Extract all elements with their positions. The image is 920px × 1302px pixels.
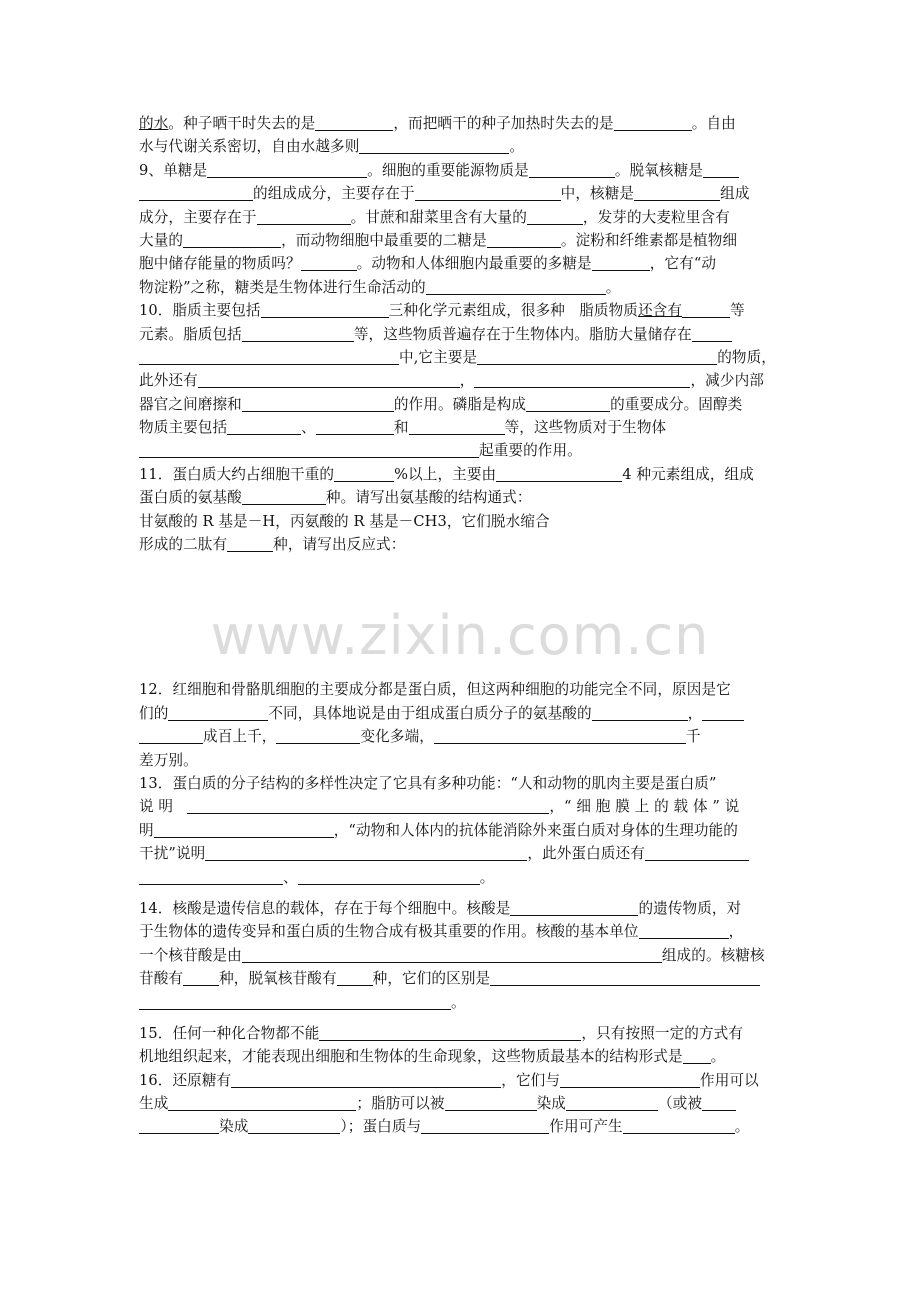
text: 组成的。核糖核 — [661, 946, 765, 964]
text: 的重要成分。固醇类 — [610, 395, 743, 413]
text: ，减少内部 — [690, 372, 764, 390]
answer-blank[interactable] — [257, 208, 351, 225]
q16-line-1 — [139, 1069, 784, 1092]
answer-blank[interactable] — [227, 535, 273, 552]
text: 于生物体的遗传变异和蛋白质的生物合成有极其重要的作用。核酸的基本单位 — [139, 923, 639, 941]
text: 干扰”说明 — [139, 845, 206, 863]
answer-blank[interactable] — [183, 969, 219, 986]
text: 等，这些物质对于生物体 — [504, 419, 667, 437]
answer-blank[interactable] — [168, 1094, 356, 1111]
text: （或被 — [657, 1095, 703, 1113]
text: ；脂肪可以被 — [356, 1095, 445, 1113]
text: 们的 — [139, 704, 169, 722]
answer-blank[interactable] — [242, 946, 662, 963]
text: 的遗传物质，对 — [638, 899, 742, 917]
text: 。细胞的重要能源物质是 — [367, 161, 529, 179]
answer-space[interactable] — [139, 556, 784, 678]
q10-line-6 — [139, 416, 784, 439]
answer-blank[interactable] — [682, 301, 730, 318]
q14-line-3 — [139, 944, 784, 967]
text: 明 — [139, 821, 154, 839]
q8-line-1 — [139, 112, 784, 135]
text: 种，它们的区别是 — [372, 970, 491, 988]
answer-blank[interactable] — [702, 1094, 736, 1111]
answer-blank[interactable] — [487, 231, 561, 248]
q14-line-5 — [139, 991, 784, 1014]
text: 染成 — [536, 1095, 566, 1113]
text: 11．蛋白质大约占细胞干重的 — [139, 465, 335, 483]
q10-line-3 — [139, 346, 784, 369]
q11-line-1 — [139, 463, 784, 486]
text: 不同，具体地说是由于组成蛋白质分子的氨基酸的 — [268, 704, 592, 722]
text: 说 明 — [139, 798, 174, 816]
text: 种。请写出氨基酸的结构通式： — [325, 489, 532, 507]
answer-blank[interactable] — [510, 899, 638, 916]
text: 成分，主要存在于 — [139, 208, 257, 226]
answer-blank[interactable] — [315, 114, 393, 131]
text: ，而把晒干的种子加热时失去的是 — [393, 115, 614, 132]
text: 等，这些物质普遍存在于生物体内。脂肪大量储存在 — [353, 325, 692, 343]
text: 生成 — [139, 1095, 169, 1113]
text: 15．任何一种化合物都不能 — [139, 1024, 320, 1042]
q12-line-4: 差万别。 — [139, 751, 198, 769]
text: 。 — [734, 1118, 750, 1136]
answer-blank[interactable] — [409, 418, 505, 435]
text: 的物质， — [717, 348, 776, 366]
q15-line-2 — [139, 1045, 784, 1068]
answer-blank[interactable] — [205, 844, 527, 861]
text: ，它有“动 — [649, 255, 717, 273]
text: 14．核酸是遗传信息的载体，存在于每个细胞中。核酸是 — [139, 899, 511, 917]
q14-line-1 — [139, 897, 784, 920]
q12-line-3 — [139, 725, 784, 748]
text: 。 — [509, 138, 525, 156]
text: 千 — [685, 728, 701, 746]
q10-line-2 — [139, 323, 784, 346]
text: 作用可以 — [700, 1071, 759, 1089]
text: 。甘蔗和甜菜里含有大量的 — [350, 208, 527, 226]
answer-blank[interactable] — [207, 161, 367, 178]
text: 。 — [479, 868, 495, 886]
text: 16．还原糖有 — [139, 1071, 232, 1089]
q15-line-1 — [139, 1022, 784, 1045]
text: 种，请写出反应式： — [273, 536, 406, 554]
answer-blank[interactable] — [139, 441, 479, 458]
text: 物淀粉”之称，糖类是生物体进行生命活动的 — [139, 278, 426, 296]
text: 水与代谢关系密切，自由水越多则 — [139, 138, 360, 156]
answer-blank[interactable] — [702, 704, 744, 721]
text: 一个核苷酸是由 — [139, 946, 242, 964]
text: 9、单糖是 — [139, 161, 208, 179]
text: 的作用。磷脂是构成 — [393, 395, 527, 413]
answer-blank[interactable] — [301, 254, 357, 271]
text: ， — [728, 923, 744, 941]
answer-blank[interactable] — [248, 1117, 340, 1134]
q9-line-4 — [139, 229, 784, 252]
q11-line-4 — [139, 533, 784, 556]
answer-blank[interactable] — [139, 727, 203, 744]
answer-blank[interactable] — [316, 418, 394, 435]
text: 。动物和人体细胞内最重要的多糖是 — [356, 255, 592, 273]
answer-blank[interactable] — [198, 371, 460, 388]
text: ，“动物和人体内的抗体能消除外来蛋白质对身体的生理功能的 — [333, 821, 738, 839]
text: 、 — [301, 419, 316, 437]
answer-blank[interactable] — [692, 325, 732, 342]
answer-blank[interactable] — [421, 1117, 549, 1134]
q9-line-3 — [139, 206, 784, 229]
text: 物质主要包括 — [139, 419, 228, 437]
answer-blank[interactable] — [242, 325, 354, 342]
answer-blank[interactable] — [139, 993, 451, 1010]
answer-blank[interactable] — [261, 301, 389, 318]
text: 。自由 — [691, 115, 736, 132]
answer-blank[interactable] — [614, 114, 692, 131]
text: ，而动物细胞中最重要的二糖是 — [281, 231, 487, 249]
q10-line-5 — [139, 393, 784, 416]
answer-blank[interactable] — [645, 844, 749, 861]
text: 中,它主要是 — [399, 348, 478, 366]
text: 此外还有 — [139, 372, 198, 390]
answer-blank[interactable] — [227, 418, 301, 435]
q9-line-6 — [139, 276, 784, 299]
q16-line-2 — [139, 1092, 784, 1115]
answer-blank[interactable] — [139, 184, 253, 201]
answer-blank[interactable] — [592, 704, 688, 721]
text: 。种子晒干时失去的是 — [168, 115, 316, 132]
q11-line-3: 甘氨酸的 R 基是－H，丙氨酸的 R 基是－CH3，它们脱水缩合 — [139, 512, 550, 530]
answer-blank[interactable] — [415, 184, 561, 201]
spacer — [139, 1014, 784, 1022]
watermark: www.zixin.com.cn — [210, 604, 710, 667]
answer-blank[interactable] — [434, 727, 686, 744]
answer-blank[interactable] — [490, 969, 760, 986]
text: %以上，主要由 — [394, 465, 497, 483]
text: 机地组织起来，才能表现出细胞和生物体的生命现象，这些物质最基本的结构形式是 — [139, 1048, 683, 1066]
text: 。 — [710, 1048, 726, 1066]
text: 变化多端， — [360, 728, 434, 746]
q10-line-7 — [139, 439, 784, 462]
answer-blank[interactable] — [242, 395, 394, 412]
q13-line-2 — [139, 795, 784, 818]
q13-line-3 — [139, 819, 784, 842]
text: 器官之间磨擦和 — [139, 395, 242, 413]
answer-blank[interactable] — [139, 868, 283, 885]
answer-blank[interactable] — [334, 465, 394, 482]
answer-blank[interactable] — [703, 161, 739, 178]
text: 种，脱氧核苷酸有 — [219, 970, 337, 988]
answer-blank[interactable] — [231, 1071, 501, 1088]
answer-blank[interactable] — [527, 208, 583, 225]
answer-blank[interactable] — [426, 278, 606, 295]
text: 元素。脂质包括 — [139, 325, 242, 343]
text: 胞中储存能量的物质吗？ — [139, 255, 301, 273]
text: ，只有按照一定的方式有 — [581, 1024, 744, 1042]
text: 蛋白质的氨基酸 — [139, 489, 242, 507]
text: 起重要的作用。 — [479, 442, 582, 460]
text: 。淀粉和纤维素都是植物细 — [560, 231, 738, 249]
text: ， — [459, 372, 475, 390]
answer-blank[interactable] — [242, 488, 326, 505]
text: 。 — [451, 993, 466, 1011]
text: 还含有 — [637, 302, 683, 320]
q9-line-5 — [139, 252, 784, 275]
text: 4 种元素组成，组成 — [622, 465, 754, 483]
q12-line-1: 12．红细胞和骨骼肌细胞的主要成分都是蛋白质，但这两种细胞的功能完全不同，原因是它 — [139, 681, 731, 699]
q14-line-4 — [139, 967, 784, 990]
text: 作用可产生 — [549, 1118, 623, 1136]
answer-blank[interactable] — [139, 1117, 219, 1134]
answer-blank[interactable] — [168, 704, 268, 721]
q13-line-1: 13．蛋白质的分子结构的多样性决定了它具有多种功能：“人和动物的肌肉主要是蛋白质” — [139, 774, 717, 792]
text: 和 — [393, 419, 409, 437]
answer-blank[interactable] — [187, 797, 549, 814]
answer-blank[interactable] — [319, 1024, 581, 1041]
text: 。脱氧核糖是 — [614, 161, 703, 179]
answer-blank[interactable] — [496, 465, 622, 482]
answer-blank[interactable] — [359, 137, 509, 154]
answer-blank[interactable] — [276, 727, 360, 744]
q13-line-4 — [139, 842, 784, 865]
text: 组成 — [720, 185, 750, 203]
text: 大量的 — [139, 231, 184, 249]
q16-line-3 — [139, 1115, 784, 1138]
answer-blank[interactable] — [139, 348, 399, 365]
answer-blank[interactable] — [639, 922, 729, 939]
answer-blank[interactable] — [529, 161, 615, 178]
answer-blank[interactable] — [592, 254, 650, 271]
q9-line-2 — [139, 182, 784, 205]
answer-blank[interactable] — [566, 1094, 658, 1111]
text: ，此外蛋白质还有 — [527, 845, 645, 863]
text: 成百上千， — [203, 728, 277, 746]
answer-blank[interactable] — [560, 1071, 700, 1088]
text: ， — [687, 704, 703, 722]
answer-blank[interactable] — [298, 868, 480, 885]
answer-blank[interactable] — [154, 821, 334, 838]
text: 、 — [283, 868, 298, 886]
spacer — [139, 889, 784, 897]
answer-blank[interactable] — [445, 1094, 537, 1111]
text: 苷酸有 — [139, 970, 184, 988]
q9-line-1 — [139, 159, 784, 182]
text: 中，核糖是 — [560, 185, 635, 203]
text: 的组成成分，主要存在于 — [253, 185, 415, 203]
text: 染成 — [219, 1118, 249, 1136]
answer-blank[interactable] — [526, 395, 610, 412]
q14-line-2 — [139, 920, 784, 943]
text: 的水 — [139, 115, 169, 132]
q10-line-1 — [139, 299, 784, 322]
text: 三种化学元素组成，很多种 — [388, 302, 565, 320]
text: 10．脂质主要包括 — [139, 302, 261, 320]
text: 。 — [605, 278, 621, 296]
worksheet — [139, 112, 784, 1139]
answer-blank[interactable] — [477, 348, 717, 365]
answer-blank[interactable] — [183, 231, 281, 248]
text: ，发芽的大麦粒里含有 — [582, 208, 730, 226]
q8-line-2 — [139, 135, 784, 158]
text: 等 — [730, 302, 745, 320]
answer-blank[interactable] — [337, 969, 373, 986]
answer-blank[interactable] — [634, 184, 720, 201]
q13-line-5 — [139, 866, 784, 889]
q11-line-2 — [139, 486, 784, 509]
text: ）；蛋白质与 — [340, 1118, 422, 1136]
answer-blank[interactable] — [474, 371, 690, 388]
text: ，它们与 — [501, 1071, 561, 1089]
answer-blank[interactable] — [683, 1047, 711, 1064]
q12-line-2 — [139, 702, 784, 725]
text: 脂质物质 — [579, 302, 638, 320]
text: 形成的二肽有 — [139, 536, 228, 554]
q10-line-4 — [139, 369, 784, 392]
answer-blank[interactable] — [623, 1117, 735, 1134]
text: ，“ 细 胞 膜 上 的 载 体 ” 说 — [549, 798, 740, 816]
